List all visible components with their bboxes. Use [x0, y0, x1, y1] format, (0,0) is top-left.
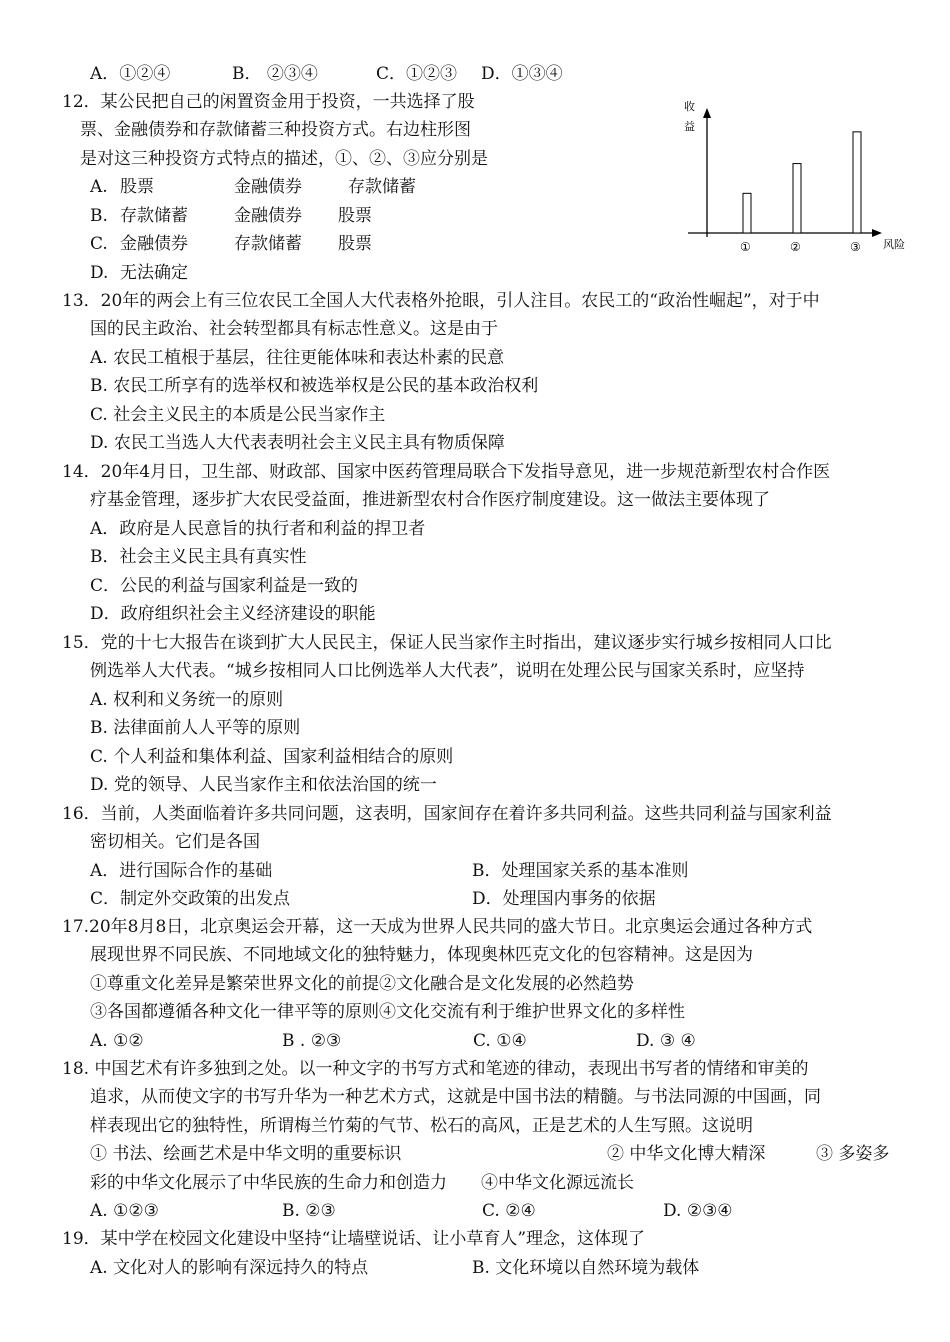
q17-option-a: A. ①②	[90, 1031, 144, 1051]
q12-option-b-item3: 股票	[338, 206, 372, 226]
q17-option-c: C. ①④	[473, 1031, 527, 1051]
q11-option-c: C．①②③	[376, 64, 458, 84]
q12-option-b-letter: B.	[90, 206, 108, 226]
q12-option-a-item3: 存款储蓄	[348, 177, 416, 197]
q18-option-c: C. ②④	[482, 1201, 536, 1221]
q13-option-d: D. 农民工当选人大代表表明社会主义民主具有物质保障	[90, 433, 505, 453]
q16-option-b: B．处理国家关系的基本准则	[472, 861, 689, 881]
q13-stem-line2: 国的民主政治、社会转型都具有标志性意义。这是由于	[90, 319, 498, 339]
chart-xlabel: 风险	[883, 238, 905, 251]
chart-x-axis-arrow	[872, 229, 882, 237]
q12-option-a-letter: A.	[90, 177, 108, 197]
chart-ylabel-top: 收	[684, 100, 695, 113]
q12-option-d-item1: 无法确定	[120, 263, 188, 283]
q12-option-b-item2: 金融债券	[234, 206, 302, 226]
q17-statement-line2: ③各国都遵循各种文化一律平等的原则④文化交流有利于维护世界文化的多样性	[90, 1002, 685, 1022]
q16-option-c: C．制定外交政策的出发点	[90, 889, 291, 909]
q12-stem-line2: 票、金融债券和存款储蓄三种投资方式。右边柱形图	[80, 120, 471, 140]
q14-option-b: B．社会主义民主具有真实性	[90, 547, 307, 567]
q17-option-b: B . ②③	[282, 1031, 342, 1051]
q14-option-d: D．政府组织社会主义经济建设的职能	[90, 604, 376, 624]
q19-stem-line1: 19．某中学在校园文化建设中坚持“让墙壁说话、让小草育人”理念，这体现了	[62, 1229, 646, 1249]
chart-bar-1	[743, 193, 751, 233]
q18-option-b: B. ②③	[282, 1201, 336, 1221]
q13-option-b: B. 农民工所享有的选举权和被选举权是公民的基本政治权利	[90, 376, 539, 396]
q15-option-c: C. 个人利益和集体利益、国家利益相结合的原则	[90, 747, 454, 767]
q12-option-a-item2: 金融债券	[234, 177, 302, 197]
q12-stem-line1: 12．某公民把自己的闲置资金用于投资，一共选择了股	[62, 92, 475, 112]
q15-option-a: A. 权利和义务统一的原则	[90, 690, 284, 710]
q14-option-c: C．公民的利益与国家利益是一致的	[90, 576, 359, 596]
chart-ylabel-bottom: 益	[684, 120, 695, 133]
chart-tick-label-2: ②	[790, 240, 801, 254]
q17-statement-line1: ①尊重文化差异是繁荣世界文化的前提②文化融合是文化发展的必然趋势	[90, 974, 634, 994]
q17-stem-line1: 17.20年8月8日，北京奥运会开幕，这一天成为世界人民共同的盛大节日。北京奥运会通过各种方式	[62, 917, 813, 937]
q12-option-d-letter: D.	[90, 263, 109, 283]
q18-stem-line2: 追求，从而使文字的书写升华为一种艺术方式，这就是中国书法的精髓。与书法同源的中国画，同	[90, 1087, 821, 1107]
q11-option-a: A．①②④	[90, 64, 171, 84]
q12-option-c-item3: 股票	[338, 234, 372, 254]
q16-stem-line2: 密切相关。它们是各国	[90, 832, 260, 852]
q18-statement-1: ① 书法、绘画艺术是中华文明的重要标识	[90, 1144, 402, 1164]
q14-stem-line2: 疗基金管理，逐步扩大农民受益面，推进新型农村合作医疗制度建设。这一做法主要体现了	[90, 490, 770, 510]
q12-option-c-item2: 存款储蓄	[234, 234, 302, 254]
q11-option-d: D．①③④	[481, 64, 563, 84]
q18-stem-line3: 样表现出它的独特性，所谓梅兰竹菊的气节、松石的高风，正是艺术的人生写照。这说明	[90, 1116, 753, 1136]
q13-stem-line1: 13．20年的两会上有三位农民工全国人大代表格外抢眼，引人注目。农民工的“政治性崛起”，对于中	[62, 291, 820, 311]
q13-option-a: A. 农民工植根于基层，往往更能体味和表达朴素的民意	[90, 348, 505, 368]
q14-option-a: A．政府是人民意旨的执行者和利益的捍卫者	[90, 519, 426, 539]
chart-y-axis-arrow	[703, 108, 711, 118]
q12-option-c-letter: C.	[90, 234, 108, 254]
q18-option-a: A. ①②③	[90, 1201, 159, 1221]
q15-stem-line1: 15．党的十七大报告在谈到扩大人民民主，保证人民当家作主时指出，建议逐步实行城乡按相同人口比	[62, 633, 832, 653]
q15-option-b: B. 法律面前人人平等的原则	[90, 718, 301, 738]
chart-bar-3	[853, 132, 861, 233]
chart-bar-2	[793, 164, 801, 233]
q11-option-b: B． ②③④	[232, 64, 318, 84]
q12-option-a-item1: 股票	[120, 177, 154, 197]
q18-option-d: D. ②③④	[663, 1201, 733, 1221]
q18-statement-line5: 彩的中华文化展示了中华民族的生命力和创造力 ④中华文化源远流长	[90, 1173, 634, 1193]
q17-stem-line2: 展现世界不同民族、不同地域文化的独特魅力，体现奥林匹克文化的包容精神。这是因为	[90, 945, 753, 965]
chart-tick-label-3: ③	[850, 240, 861, 254]
q16-stem-line1: 16．当前，人类面临着许多共同问题，这表明，国家间存在着许多共同利益。这些共同利益与国家利益	[62, 804, 832, 824]
q18-statement-3-start: ③ 多姿多	[816, 1144, 890, 1164]
q19-option-b: B. 文化环境以自然环境为载体	[472, 1258, 700, 1278]
q16-option-a: A．进行国际合作的基础	[90, 861, 273, 881]
q19-option-a: A. 文化对人的影响有深远持久的特点	[90, 1258, 369, 1278]
q12-option-c-item1: 金融债券	[120, 234, 188, 254]
q18-stem-line1: 18. 中国艺术有许多独到之处。以一种文字的书写方式和笔迹的律动，表现出书写者的情绪和审美的	[62, 1059, 809, 1079]
q16-option-d: D．处理国内事务的依据	[472, 889, 656, 909]
q17-option-d: D. ③ ④	[636, 1031, 696, 1051]
q12-option-b-item1: 存款储蓄	[120, 206, 188, 226]
q15-option-d: D. 党的领导、人民当家作主和依法治国的统一	[90, 775, 437, 795]
q18-statement-2: ② 中华文化博大精深	[607, 1144, 766, 1164]
q13-option-c: C. 社会主义民主的本质是公民当家作主	[90, 405, 386, 425]
q15-stem-line2: 例选举人大代表。“城乡按相同人口比例选举人大代表”，说明在处理公民与国家关系时，应坚持	[90, 661, 805, 681]
chart-tick-label-1: ①	[740, 240, 751, 254]
q14-stem-line1: 14．20年4月日，卫生部、财政部、国家中医药管理局联合下发指导意见，进一步规范新型农村合作医	[62, 462, 831, 482]
risk-return-bar-chart	[670, 92, 920, 262]
q12-stem-line3: 是对这三种投资方式特点的描述，①、②、③应分别是	[80, 149, 488, 169]
